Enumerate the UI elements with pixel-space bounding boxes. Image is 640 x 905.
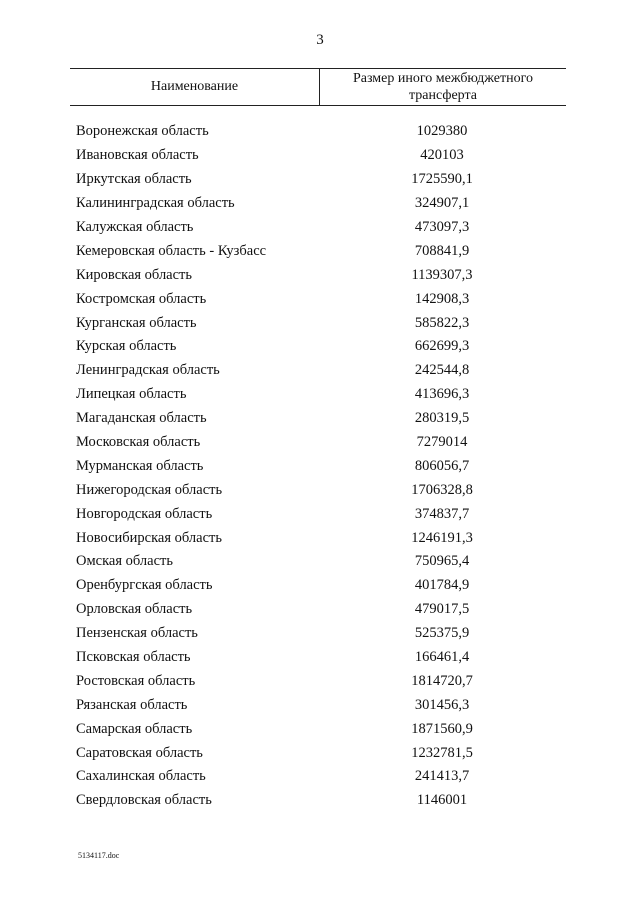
table-row <box>76 765 566 789</box>
table-row <box>76 789 566 813</box>
table-row <box>76 287 566 311</box>
region-name-cell: Новосибирская область <box>76 529 222 546</box>
transfer-value-cell: 401784,9 <box>414 577 470 594</box>
region-name-cell: Костромская область <box>76 290 207 307</box>
transfer-value-cell: 662699,3 <box>414 338 470 355</box>
table-row <box>76 144 566 168</box>
column-header-transfer-size-line2: трансферта <box>409 88 477 103</box>
table-row <box>76 669 566 693</box>
transfer-value-cell: 1814720,7 <box>411 672 473 689</box>
transfer-value-cell: 473097,3 <box>414 219 470 235</box>
column-header-transfer-size <box>320 70 566 104</box>
region-name-cell: Омская область <box>76 553 173 570</box>
table-row <box>76 263 566 287</box>
region-name-cell: Орловская область <box>76 601 193 618</box>
region-name-cell: Калужская область <box>76 219 194 235</box>
region-name-cell: Саратовская область <box>76 744 203 761</box>
transfer-value-cell: 1139307,3 <box>411 266 473 283</box>
table-row <box>76 168 566 192</box>
transfer-value-cell: 242544,8 <box>414 362 470 379</box>
region-name-cell: Ленинградская область <box>76 362 220 379</box>
table-row <box>76 646 566 670</box>
transfer-value-cell: 324907,1 <box>414 195 470 212</box>
region-name-cell: Свердловская область <box>76 792 212 809</box>
table-row <box>76 407 566 431</box>
transfer-value-cell: 1232781,5 <box>411 744 473 761</box>
region-name-cell: Курская область <box>76 338 177 355</box>
table-row <box>76 550 566 574</box>
table-row <box>76 431 566 455</box>
table-body <box>76 120 566 813</box>
table-row <box>76 359 566 383</box>
transfer-value-cell: 750965,4 <box>414 553 470 570</box>
transfer-value-cell: 1725590,1 <box>411 171 473 188</box>
region-name-cell: Новгородская область <box>76 505 213 522</box>
table-row <box>76 741 566 765</box>
transfer-value-cell: 374837,7 <box>414 505 470 522</box>
page-number: 3 <box>316 32 324 48</box>
region-name-cell: Курганская область <box>76 314 197 331</box>
table-row <box>76 478 566 502</box>
region-name-cell: Оренбургская область <box>76 577 213 594</box>
transfer-value-cell: 280319,5 <box>414 410 470 427</box>
table-row <box>76 502 566 526</box>
table-row <box>76 120 566 144</box>
transfer-value-cell: 806056,7 <box>414 457 470 474</box>
transfer-value-cell: 420103 <box>420 147 464 164</box>
region-name-cell: Иркутская область <box>76 171 192 188</box>
transfer-value-cell: 708841,9 <box>414 242 470 259</box>
column-header-name: Наименование <box>150 79 239 94</box>
region-name-cell: Самарская область <box>76 720 193 737</box>
table-row <box>76 598 566 622</box>
region-name-cell: Ивановская область <box>76 147 199 164</box>
transfer-value-cell: 301456,3 <box>414 696 470 713</box>
table-row <box>76 192 566 216</box>
region-name-cell: Магаданская область <box>76 410 207 427</box>
table-row <box>76 311 566 335</box>
region-name-cell: Московская область <box>76 434 201 451</box>
region-name-cell: Калининградская область <box>76 195 235 212</box>
transfer-value-cell: 7279014 <box>416 434 468 451</box>
transfer-value-cell: 1146001 <box>416 792 468 809</box>
footer-file-name: 5134117.doc <box>78 851 120 860</box>
transfer-value-cell: 241413,7 <box>414 768 470 785</box>
table-row <box>76 454 566 478</box>
region-name-cell: Воронежская область <box>76 123 209 140</box>
transfer-value-cell: 1871560,9 <box>411 720 473 737</box>
column-header-transfer-size-line1: Размер иного межбюджетного <box>352 71 534 86</box>
region-name-cell: Псковская область <box>76 649 191 666</box>
table-row <box>76 717 566 741</box>
transfer-value-cell: 413696,3 <box>414 386 470 403</box>
region-name-cell: Пензенская область <box>76 625 198 642</box>
region-name-cell: Липецкая область <box>76 386 187 403</box>
transfer-value-cell: 142908,3 <box>414 290 470 307</box>
table-row <box>76 335 566 359</box>
table-row <box>76 383 566 407</box>
region-name-cell: Нижегородская область <box>76 481 223 498</box>
table-row <box>76 622 566 646</box>
table-header <box>70 68 566 106</box>
table-row <box>76 574 566 598</box>
transfer-value-cell: 525375,9 <box>414 625 470 642</box>
region-name-cell: Кемеровская область - Кузбасс <box>76 242 267 259</box>
transfer-value-cell: 1706328,8 <box>411 481 473 498</box>
transfer-value-cell: 1029380 <box>416 123 468 140</box>
region-name-cell: Ростовская область <box>76 672 196 689</box>
region-name-cell: Рязанская область <box>76 696 188 713</box>
transfer-value-cell: 166461,4 <box>414 649 470 666</box>
transfer-value-cell: 585822,3 <box>414 314 470 331</box>
table-row <box>76 693 566 717</box>
table-row <box>76 216 566 240</box>
region-name-cell: Кировская область <box>76 266 193 283</box>
region-name-cell: Сахалинская область <box>76 768 206 785</box>
table-row <box>76 526 566 550</box>
transfer-value-cell: 1246191,3 <box>411 529 473 546</box>
table-row <box>76 239 566 263</box>
region-name-cell: Мурманская область <box>76 457 204 474</box>
transfer-value-cell: 479017,5 <box>414 601 470 618</box>
